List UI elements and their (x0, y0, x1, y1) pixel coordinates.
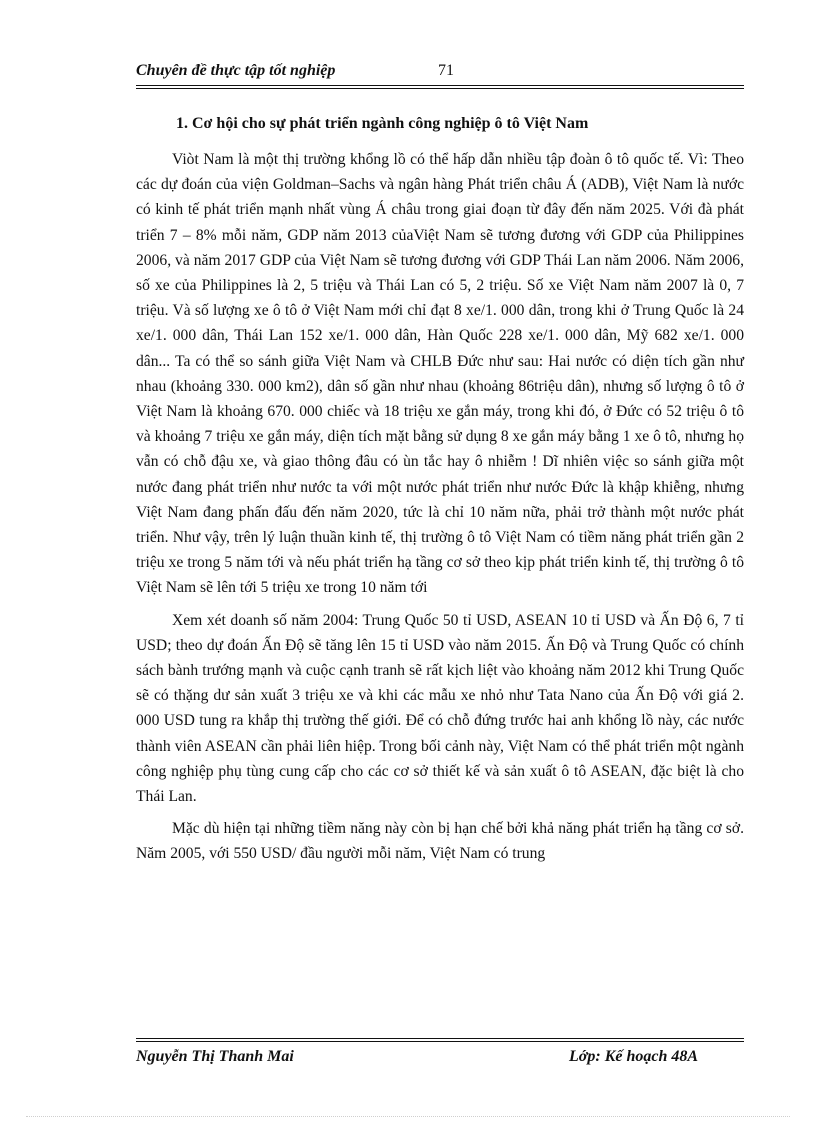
footer-divider (136, 1038, 744, 1042)
page-edge-divider (26, 1116, 790, 1117)
paragraph: Viòt Nam là một thị trường khổng lồ có thể hấp dẫn nhiều tập đoàn ô tô quốc tế. Vì: Theo các dự đoán của viện Goldman–Sachs và ngân hàng Phát triển châu Á (ADB), Việt Nam là nước có kinh tế phát triển mạnh nhất vùng Á châu trong giai đoạn từ đây đến năm 2025. Với đà phát triển 7 – 8% mỗi năm, GDP năm 2013 củaViệt Nam sẽ tương đương với GDP của Philippines 2006, và năm 2017 GDP của Việt Nam sẽ tương đương với GDP Thái Lan năm 2006. Năm 2006, số xe của Philippines là 2, 5 triệu và Thái Lan có 5, 2 triệu. Số xe Việt Nam năm 2007 là 0, 7 triệu. Và số lượng xe ô tô ở Việt Nam mới chỉ đạt 8 xe/1. 000 dân, trong khi ở Trung Quốc là 24 xe/1. 000 dân, Thái Lan 152 xe/1. 000 dân, Hàn Quốc 228 xe/1. 000 dân, Mỹ 682 xe/1. 000 dân... Ta có thể so sánh giữa Việt Nam và CHLB Đức như sau: Hai nước có diện tích gần như nhau (khoảng 330. 000 km2), dân số gần như nhau (khoảng 86triệu dân), nhưng số lượng ô tô ở Việt Nam là khoảng 670. 000 chiếc và 18 triệu xe gắn máy, trong khi đó, ở Đức có 52 triệu ô tô và khoảng 7 triệu xe gắn máy, diện tích mặt bằng sử dụng 8 xe gắn máy bằng 1 xe ô tô, nhưng họ vẫn có chỗ đậu xe, và giao thông đâu có ùn tắc hay ô nhiễm ! Dĩ nhiên việc so sánh giữa một nước đang phát triển như nước ta với một nước phát triển như nước Đức là khập khiễng, nhưng Việt Nam đang phấn đấu đến năm 2020, tức là chỉ 10 năm nữa, phải trở thành một nước phát triển. Như vậy, trên lý luận thuần kinh tế, thị trường ô tô Việt Nam có tiềm năng phát triển gần 2 triệu xe trong 5 năm tới và nếu phát triển hạ tầng cơ sở theo kịp phát triển kinh tế, thị trường ô tô Việt Nam sẽ lên tới 5 triệu xe trong 10 năm tới (136, 151, 744, 597)
footer-class: Lớp: Kế hoạch 48A (569, 1048, 699, 1065)
footer-author: Nguyễn Thị Thanh Mai (136, 1048, 294, 1065)
header-divider (136, 85, 744, 89)
page-number: 71 (438, 62, 454, 79)
paragraph: Xem xét doanh số năm 2004: Trung Quốc 50 tỉ USD, ASEAN 10 tỉ USD và Ấn Độ 6, 7 tỉ USD; theo dự đoán Ấn Độ sẽ tăng lên 15 tỉ USD vào năm 2015. Ấn Độ và Trung Quốc có chính sách bành trướng mạnh và cuộc cạnh tranh sẽ rất kịch liệt vào khoảng năm 2012 khi Trung Quốc sẽ có thặng dư sản xuất 3 triệu xe và khi các mẫu xe nhỏ như Tata Nano của Ấn Độ với giá 2. 000 USD tung ra khắp thị trường thế giới. Để có chỗ đứng trước hai anh khổng lồ này, các nước thành viên ASEAN cần phải liên hiệp. Trong bối cảnh này, Việt Nam có thể phát triển một ngành công nghiệp phụ tùng cung cấp cho các cơ sở thiết kế và sản xuất ô tô ASEAN, đặc biệt là cho Thái Lan. (136, 611, 744, 806)
body-text (136, 147, 744, 874)
document-title: Chuyên đề thực tập tốt nghiệp (136, 62, 336, 79)
paragraph: Mặc dù hiện tại những tiềm năng này còn bị hạn chế bởi khả năng phát triển hạ tầng cơ sở. Năm 2005, với 550 USD/ đầu người mỗi năm, Việt Nam có trung (136, 820, 744, 863)
page-header (136, 58, 744, 88)
section-heading: 1. Cơ hội cho sự phát triển ngành công nghiệp ô tô Việt Nam (176, 115, 589, 132)
